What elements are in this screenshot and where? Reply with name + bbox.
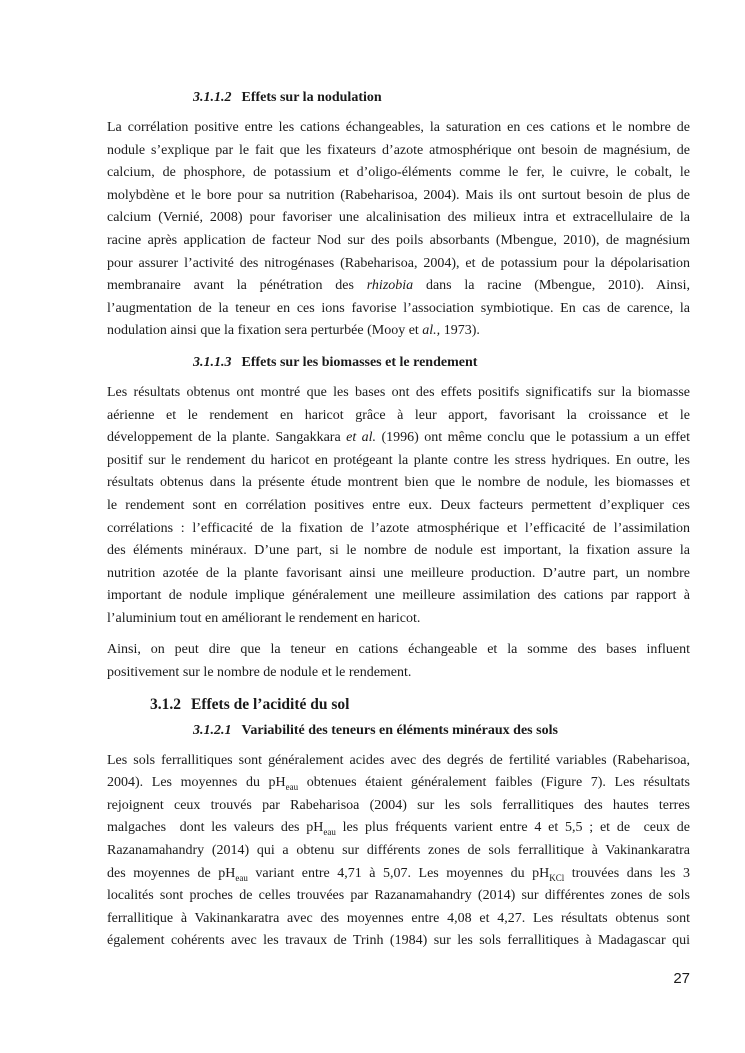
text-line: l’augmentation de la teneur en ces ions favorise l’association symbiotique. En cas de carence, la bbox=[107, 300, 690, 316]
section-number: 3.1.1.3 bbox=[193, 354, 232, 370]
text-line: Les résultats obtenus ont montré que les bases ont des effets positifs significatifs sur la biomasse bbox=[107, 384, 690, 400]
text-line: résultats obtenus dans la présente étude montrent bien que le nombre de nodule, les biomasses et bbox=[107, 475, 690, 491]
section-heading bbox=[107, 87, 690, 109]
text-line: malgaches dont les valeurs des $pH_{eau}$ les plus fréquents varient entre 4 et 5,5 ; et de ceux de bbox=[107, 820, 690, 838]
section-heading bbox=[107, 694, 690, 716]
text-line: racine après application de facteur Nod sur des poils absorbants (Mbengue, 2010), de magnésium bbox=[107, 232, 690, 248]
section-heading bbox=[107, 720, 690, 742]
text-line: pour assurer l’activité des nitrogénases (Rabeharisoa, 2004), et de potassium pour la dépolarisation bbox=[107, 255, 690, 271]
section-heading bbox=[107, 352, 690, 374]
section-title: Effets de l’acidité du sol bbox=[191, 695, 350, 713]
section-number: 3.1.2 bbox=[150, 695, 181, 713]
text-line: Ainsi, on peut dire que la teneur en cations échangeable et la somme des bases influent bbox=[107, 642, 690, 658]
text-line: positif sur le rendement du haricot en protégeant la plante contre les stress hydriques. En outre, les bbox=[107, 452, 690, 468]
text-line: calcium (Vernié, 2008) pour favoriser une alcalinisation des milieux intra et extracellulaire de la bbox=[107, 210, 690, 226]
paragraph bbox=[107, 639, 690, 684]
text-line: 2004). Les moyennes du $pH_{eau}$ obtenues étaient généralement faibles (Figure 7). Les résultats bbox=[107, 775, 690, 793]
paragraph bbox=[107, 117, 690, 343]
section-title: Variabilité des teneurs en éléments minéraux des sols bbox=[241, 722, 558, 738]
text-line: molybdène et le bore pour sa nutrition (Rabeharisoa, 2004). Mais ils ont surtout besoin de plus de bbox=[107, 187, 690, 203]
section-number: 3.1.1.2 bbox=[193, 90, 232, 105]
text-line: localités sont proches de celles trouvées par Razanamahandry (2014) sur différentes zones de sols bbox=[107, 888, 690, 904]
text-line: nodule s’explique par le fait que les fixateurs d’azote atmosphérique ont besoin de magnésium, de bbox=[107, 142, 690, 158]
text-line: membranaire avant la pénétration des rhizobia dans la racine (Mbengue, 2010). Ainsi, bbox=[107, 278, 690, 294]
paragraph bbox=[107, 750, 690, 953]
text-line: ferrallitique à Vakinankaratra avec des moyennes entre 4,08 et 4,27. Les résultats obtenus sont bbox=[107, 910, 690, 926]
text-line: Les sols ferrallitiques sont généralement acides avec des degrés de fertilité variables (Rabeharisoa, bbox=[107, 752, 690, 768]
text-line: le rendement sont en corrélation positives entre eux. Deux facteurs permettent d’expliquer ces bbox=[107, 497, 690, 513]
text-line: aérienne et le rendement en haricot grâce à leur apport, favorisant la croissance et le bbox=[107, 407, 690, 423]
text-line: Razanamahandry (2014) qui a obtenu sur différents zones de sols ferrallitique à Vakinankaratra bbox=[107, 843, 690, 859]
text-line: important de nodule implique généralement une meilleure assimilation des cations par rapport à bbox=[107, 588, 690, 604]
section-title: Effets sur la nodulation bbox=[241, 90, 382, 105]
text-line: nutrition azotée de la plante favorisant ainsi une meilleure production. D’autre part, un nombre bbox=[107, 565, 690, 581]
section-number: 3.1.2.1 bbox=[193, 722, 232, 738]
text-line: développement de la plante. Sangakkara et al. (1996) ont même conclu que le potassium a un effet bbox=[107, 430, 691, 446]
section-title: Effets sur les biomasses et le rendement bbox=[241, 354, 478, 370]
text-line: nodulation ainsi que la fixation sera perturbée (Mooy et al., 1973). bbox=[107, 323, 480, 339]
paragraph bbox=[107, 382, 690, 631]
text-line: l’aluminium tout en améliorant le rendement en haricot. bbox=[107, 610, 421, 626]
page-content bbox=[107, 87, 690, 962]
page-number: 27 bbox=[673, 970, 690, 987]
text-line: des éléments minéraux. D’une part, si le nombre de nodule est important, la fixation assure la bbox=[107, 543, 690, 559]
text-line: également cohérents avec les travaux de Trinh (1984) sur les sols ferrallitiques à Madagascar qui bbox=[107, 933, 690, 949]
text-line: des moyennes de $pH_{eau}$ variant entre 4,71 à 5,07. Les moyennes du $pH_{KCl}$ trouvées dans les 3 bbox=[107, 865, 690, 883]
text-line: corrélations : l’efficacité de la fixation de l’azote atmosphérique et l’efficacité de l’assimilation bbox=[107, 520, 690, 536]
text-line: calcium, de phosphore, de potassium et d’oligo-éléments comme le fer, le cuivre, le cobalt, le bbox=[107, 165, 690, 181]
text-line: positivement sur le nombre de nodule et le rendement. bbox=[107, 665, 412, 681]
text-line: La corrélation positive entre les cations échangeables, la saturation en ces cations et le nombre de bbox=[107, 120, 690, 135]
text-line: rejoignent ceux trouvés par Rabeharisoa (2004) sur les sols ferrallitiques des hautes terres bbox=[107, 797, 690, 813]
